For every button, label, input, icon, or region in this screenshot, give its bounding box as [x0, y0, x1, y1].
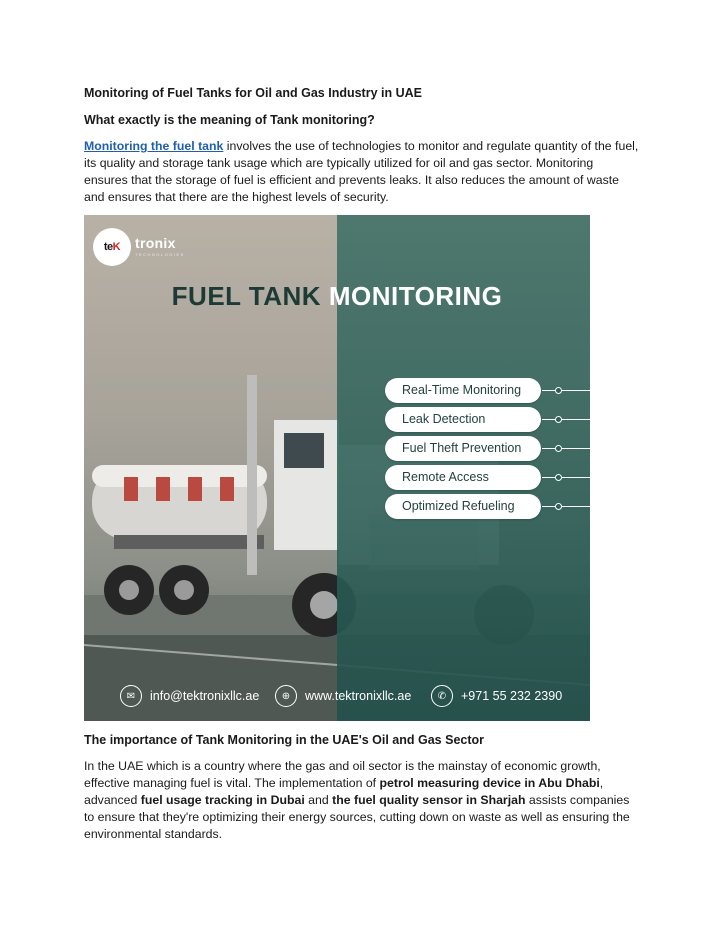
fuel-tank-monitoring-link[interactable]: Monitoring the fuel tank — [84, 139, 224, 153]
envelope-icon: ✉ — [120, 685, 142, 707]
website-text: www.tektronixllc.ae — [305, 689, 412, 703]
text-run: assists companies to ensure that they're optimizing their energy sources, cutting down on waste as well as ensuring the environmental standards. — [84, 793, 630, 841]
feature-connector — [542, 390, 590, 391]
headline-part-1: FUEL TANK — [171, 281, 322, 311]
contact-bar — [84, 677, 590, 715]
feature-pill: Real-Time Monitoring — [385, 378, 541, 403]
logo-tagline: TECHNOLOGIES — [135, 252, 185, 257]
text-run: and — [304, 793, 333, 807]
tektronix-logo — [93, 228, 131, 266]
text-run: , advanced — [84, 776, 604, 807]
paragraph-intro — [84, 138, 640, 206]
feature-pill: Optimized Refueling — [385, 494, 541, 519]
section-heading-importance: The importance of Tank Monitoring in the UAE's Oil and Gas Sector — [84, 733, 485, 747]
headline-part-2: MONITORING — [328, 281, 503, 311]
contact-email[interactable] — [120, 685, 259, 707]
email-text: info@tektronixllc.ae — [150, 689, 260, 703]
logo-wordmark: tronix — [135, 235, 176, 251]
paragraph-importance — [84, 758, 640, 843]
bold-run: fuel usage tracking in Dubai — [140, 793, 305, 807]
contact-phone[interactable] — [431, 685, 562, 707]
feature-pill: Remote Access — [385, 465, 541, 490]
text-run: In the UAE which is a country where the gas and oil sector is the mainstay of economic growth, effective managing fuel is vital. The implementation of — [84, 759, 601, 790]
document-title: Monitoring of Fuel Tanks for Oil and Gas Industry in UAE — [84, 86, 422, 100]
feature-pill: Fuel Theft Prevention — [385, 436, 541, 461]
bold-run: petrol measuring device in Abu Dhabi — [379, 776, 600, 790]
contact-website[interactable] — [275, 685, 411, 707]
logo-mark-accent: K — [112, 241, 121, 253]
phone-icon: ✆ — [431, 685, 453, 707]
globe-icon: ⊕ — [275, 685, 297, 707]
logo-mark: te — [103, 241, 113, 253]
feature-connector — [542, 419, 590, 420]
section-heading-meaning: What exactly is the meaning of Tank monitoring? — [84, 113, 375, 127]
fuel-tank-monitoring-banner — [84, 215, 590, 721]
banner-headline — [84, 281, 590, 312]
phone-text: +971 55 232 2390 — [461, 689, 563, 703]
bold-run: the fuel quality sensor in Sharjah — [332, 793, 526, 807]
feature-pill: Leak Detection — [385, 407, 541, 432]
feature-connector — [542, 477, 590, 478]
feature-connector — [542, 448, 590, 449]
paragraph-intro-text: involves the use of technologies to monitor and regulate quantity of the fuel, its quality and storage tank usage which are typically utilized for oil and gas sector. Monitoring ensures that the storage of fuel is efficient and prevents leaks. It also reduces the amount of waste and ensures that there are the highest levels of security. — [84, 139, 639, 204]
feature-connector — [542, 506, 590, 507]
